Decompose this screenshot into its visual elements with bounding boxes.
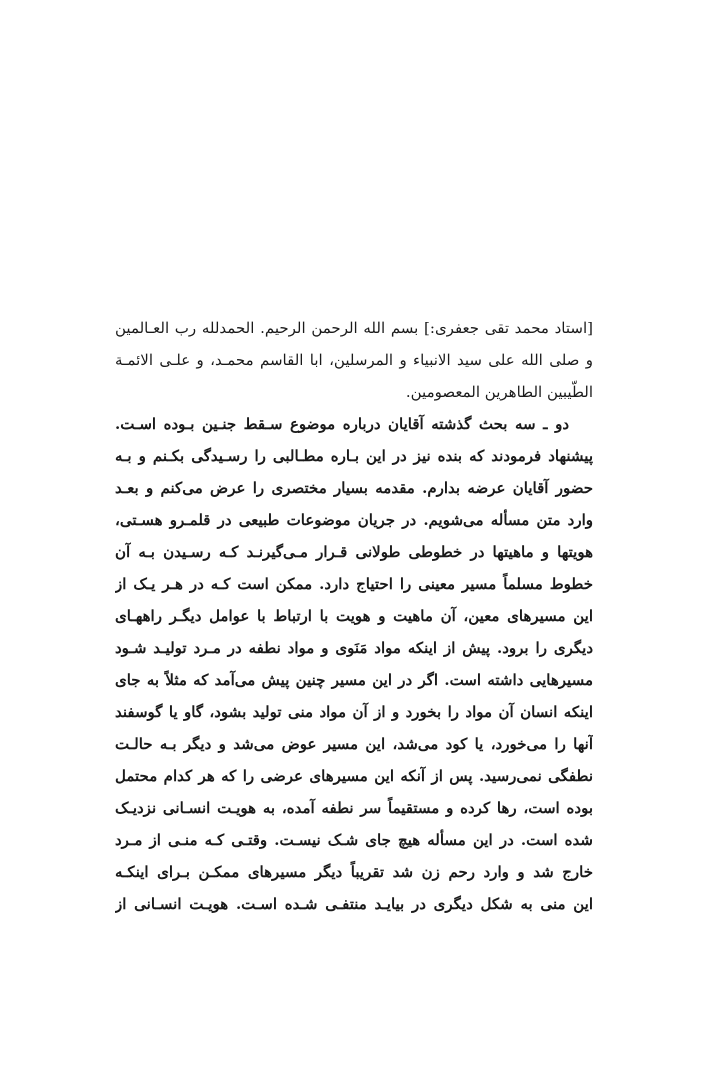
text-line: و صلی الله علی سید الانبیاء و المرسلین، ابا القاسم محمـد، و علـی الائمـة bbox=[115, 351, 593, 369]
text-line: این مسیرهای معین، آن ماهیت و هویت با ارتباط با عوامل دیگـر راههـای bbox=[115, 607, 593, 625]
text-line: شده است. در این مسأله هیچ جای شـک نیسـت. وقتـی کـه منـی از مـرد bbox=[115, 831, 593, 849]
text-line: مسیرهایی داشته است. اگر در این مسیر چنین پیش می‌آمد که مثلاً به جای bbox=[115, 671, 593, 689]
text-line: حضور آقایان عرضه بدارم. مقدمه بسیار مختصری را عرض می‌کنم و بعـد bbox=[115, 479, 593, 497]
text-line: خطوط مسلماً مسیر معینی را احتیاج دارد. ممکن است کـه در هـر یـک از bbox=[115, 575, 593, 593]
text-line: بوده است، رها کرده و مستقیماً سر نطفه آمده، به هویـت انسـانی نزدیـک bbox=[115, 799, 593, 817]
body-text bbox=[115, 312, 593, 920]
text-line: خارج شد و وارد رحم زن شد تقریباً دیگر مسیرهای ممکـن بـرای اینکـه bbox=[115, 863, 593, 881]
text-line: الطّیبین الطاهرین المعصومین. bbox=[405, 383, 593, 401]
text-line: این منی به شکل دیگری در بیایـد منتفـی شـده اسـت. هویـت انسـانی از bbox=[115, 895, 593, 913]
text-line: آنها را می‌خورد، یا کود می‌شد، این مسیر عوض می‌شد و دیگر بـه حالـت bbox=[115, 735, 593, 753]
text-line: هویتها و ماهیتها در خطوطی طولانی قـرار مـی‌گیرنـد کـه رسـیدن بـه آن bbox=[115, 543, 593, 561]
text-line: پیشنهاد فرمودند که بنده نیز در این بـاره مطـالبی را رسـیدگی بکـنم و بـه bbox=[115, 447, 593, 465]
text-line: نطفگی نمی‌رسید. پس از آنکه این مسیرهای عرضی را که هر کدام محتمل bbox=[115, 767, 593, 785]
text-line: اینکه انسان آن مواد را بخورد و از آن مواد منی تولید بشود، گاو یا گوسفند bbox=[115, 703, 593, 721]
text-line: وارد متن مسأله می‌شویم. در جریان موضوعات طبیعی در قلمـرو هسـتی، bbox=[115, 511, 593, 529]
text-line: دو ـ سه بحث گذشته آقایان درباره موضوع سـقط جنـین بـوده اسـت. bbox=[115, 415, 569, 433]
text-line: دیگری را برود. پیش از اینکه مواد مَنَوی و مواد نطفه در مـرد تولیـد شـود bbox=[115, 639, 593, 657]
text-line: [استاد محمد تقی جعفری:] بسم الله الرحمن الرحیم. الحمدلله رب العـالمین bbox=[115, 319, 593, 337]
